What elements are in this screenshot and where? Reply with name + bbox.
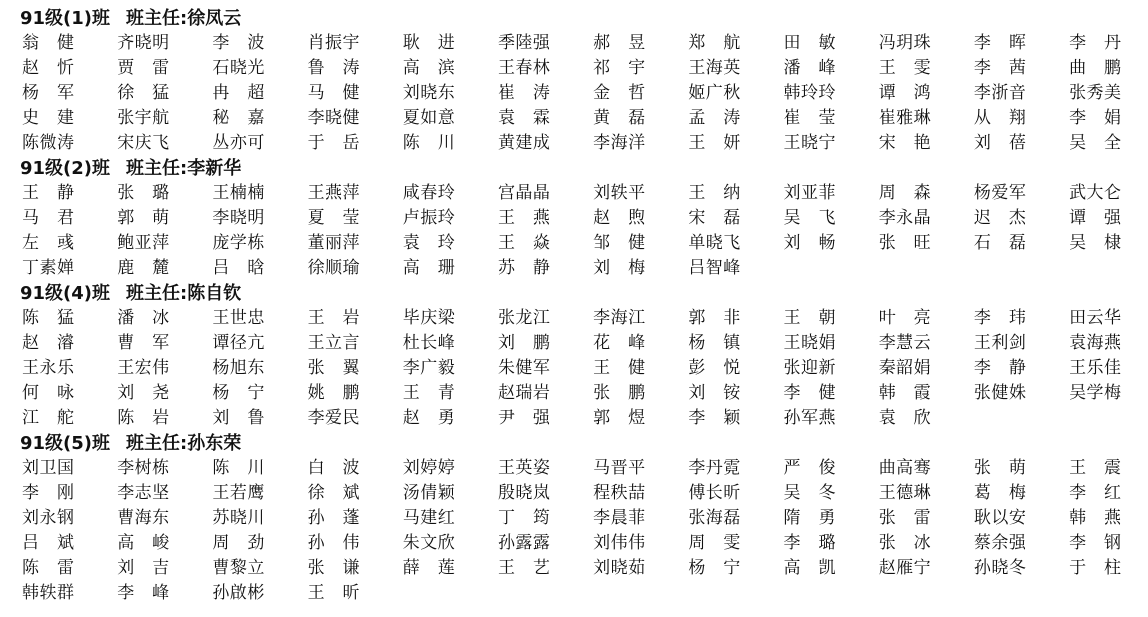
student-name: 王晓宁 [783,133,836,153]
student-name: 苏 静 [497,258,551,278]
student-name: 彭 悦 [688,358,741,378]
student-name: 石 磊 [973,233,1027,253]
student-name: 吕 斌 [22,533,75,553]
student-name: 王 纳 [688,183,741,203]
student-name: 刘 畅 [783,233,836,253]
student-name: 李晓健 [307,108,361,128]
student-name: 赵 濬 [22,333,75,353]
student-name: 王英姿 [497,458,551,478]
student-name: 吴学梅 [1069,383,1122,403]
student-name: 李永晶 [878,208,932,228]
student-name: 郝 昱 [593,33,646,53]
student-name: 金 哲 [593,83,646,103]
student-name: 徐 斌 [307,483,361,503]
student-name: 刘亚菲 [783,183,836,203]
student-name: 李丹霓 [688,458,741,478]
student-name: 苏晓川 [212,508,265,528]
student-name: 赵 勇 [402,408,456,428]
student-name: 李 丹 [1069,33,1122,53]
student-name: 袁 霖 [497,108,551,128]
class-roster [22,6,1138,606]
student-name: 王楠楠 [212,183,265,203]
student-name: 王 燕 [497,208,551,228]
student-name: 张 鹏 [593,383,646,403]
student-name: 刘伟伟 [593,533,646,553]
student-name: 丁素婵 [22,258,75,278]
student-name: 王 焱 [497,233,551,253]
student-name: 左 彧 [22,233,75,253]
student-name: 张 璐 [117,183,170,203]
class-header [20,157,1138,181]
student-name: 石晓光 [212,58,265,78]
student-name: 崔 涛 [497,83,551,103]
head-teacher: 班主任:孙东荣 [126,433,242,454]
student-name-grid [22,456,1138,606]
student-name: 李 静 [973,358,1027,378]
student-name: 王 震 [1069,458,1122,478]
student-name: 王乐佳 [1069,358,1122,378]
student-name: 从 翔 [973,108,1027,128]
student-name: 宋 磊 [688,208,741,228]
student-name: 刘 铵 [688,383,741,403]
class-title: 91级(5)班 [20,433,111,454]
student-name: 葛 梅 [973,483,1027,503]
student-name: 刘婷婷 [402,458,456,478]
student-name: 宫晶晶 [497,183,551,203]
student-name: 夏如意 [402,108,456,128]
student-name: 王 昕 [307,583,361,603]
student-name: 王宏伟 [117,358,170,378]
student-name: 曲 鹏 [1069,58,1122,78]
student-name: 殷晓岚 [497,483,551,503]
student-name: 孙露露 [497,533,551,553]
student-name: 孙晓冬 [973,558,1027,578]
student-name: 卢振玲 [402,208,456,228]
student-name: 张龙江 [497,308,551,328]
class-header [20,432,1138,456]
student-name: 陈 岩 [117,408,170,428]
student-name: 李 璐 [783,533,836,553]
student-name: 郭 非 [688,308,741,328]
student-name: 冉 超 [212,83,265,103]
student-name: 杨 宁 [688,558,741,578]
student-name: 贾 雷 [117,58,170,78]
student-name: 庞学栋 [212,233,265,253]
student-name: 耿以安 [973,508,1027,528]
student-name: 李 峰 [117,583,170,603]
student-name: 谭 鸿 [878,83,932,103]
student-name: 王立言 [307,333,361,353]
student-name: 吴 冬 [783,483,836,503]
student-name: 薛 莲 [402,558,456,578]
student-name: 宋 艳 [878,133,932,153]
student-name: 孟 涛 [688,108,741,128]
student-name: 刘轶平 [593,183,646,203]
student-name: 季陸强 [497,33,551,53]
student-name: 刘晓东 [402,83,456,103]
student-name: 王永乐 [22,358,75,378]
student-name: 耿 进 [402,33,456,53]
student-name: 陈 川 [402,133,456,153]
student-name: 肖振宇 [307,33,361,53]
student-name: 吴 棣 [1069,233,1122,253]
student-name: 李广毅 [402,358,456,378]
student-name: 王燕萍 [307,183,361,203]
student-name: 冯玥珠 [878,33,932,53]
student-name: 黄建成 [497,133,551,153]
student-name: 吴 飞 [783,208,836,228]
student-name: 张 萌 [973,458,1027,478]
student-name: 李海江 [593,308,646,328]
student-name: 李晓明 [212,208,265,228]
student-name: 王 岩 [307,308,361,328]
student-name: 吕智峰 [688,258,741,278]
class-title: 91级(2)班 [20,158,111,179]
student-name: 程秩喆 [593,483,646,503]
student-name: 陈 猛 [22,308,75,328]
student-name: 刘卫国 [22,458,75,478]
student-name: 王 静 [22,183,75,203]
student-name: 高 凯 [783,558,836,578]
student-name: 姬广秋 [688,83,741,103]
student-name: 李 茜 [973,58,1027,78]
student-name: 刘 吉 [117,558,170,578]
student-name: 高 滨 [402,58,456,78]
student-name: 袁海燕 [1069,333,1122,353]
student-name: 叶 亮 [878,308,932,328]
student-name: 杨 宁 [212,383,265,403]
student-name: 马建红 [402,508,456,528]
student-name: 单晓飞 [688,233,741,253]
student-name: 刘 蓓 [973,133,1027,153]
student-name: 王利剑 [973,333,1027,353]
student-name: 谭径亢 [212,333,265,353]
class-title: 91级(4)班 [20,283,111,304]
student-name: 王 朝 [783,308,836,328]
student-name: 王 雯 [878,58,932,78]
student-name: 张宇航 [117,108,170,128]
student-name-grid [22,306,1138,431]
student-name: 董丽萍 [307,233,361,253]
student-name: 傅长昕 [688,483,741,503]
student-name: 李爱民 [307,408,361,428]
student-name: 齐晓明 [117,33,170,53]
student-name: 张海磊 [688,508,741,528]
student-name: 张 翼 [307,358,361,378]
student-name: 李 红 [1069,483,1122,503]
student-name: 张迎新 [783,358,836,378]
student-name: 马晋平 [593,458,646,478]
student-name: 周 森 [878,183,932,203]
student-name: 杨 军 [22,83,75,103]
student-name: 王 妍 [688,133,741,153]
student-name: 朱文欣 [402,533,456,553]
student-name: 李 波 [212,33,265,53]
student-name: 赵瑞岩 [497,383,551,403]
student-name: 高 峻 [117,533,170,553]
student-name: 咸春玲 [402,183,456,203]
student-name: 王晓娟 [783,333,836,353]
student-name: 赵 忻 [22,58,75,78]
head-teacher: 班主任:徐凤云 [126,8,242,29]
student-name: 马 君 [22,208,75,228]
student-name: 李 玮 [973,308,1027,328]
student-name: 谭 强 [1069,208,1122,228]
student-name: 韩玲玲 [783,83,836,103]
student-name: 李 钢 [1069,533,1122,553]
student-name: 王海英 [688,58,741,78]
student-name: 隋 勇 [783,508,836,528]
class-header [20,7,1138,31]
student-name: 周 劲 [212,533,265,553]
student-name: 田云华 [1069,308,1122,328]
student-name: 秦韶娟 [878,358,932,378]
student-name: 赵雁宁 [878,558,932,578]
class-section [22,157,1138,281]
student-name: 严 俊 [783,458,836,478]
student-name: 丛亦可 [212,133,265,153]
student-name: 刘永钢 [22,508,75,528]
student-name: 孙军燕 [783,408,836,428]
student-name: 毕庆梁 [402,308,456,328]
student-name-grid [22,181,1138,281]
student-name: 王 青 [402,383,456,403]
student-name: 朱健军 [497,358,551,378]
class-section [22,432,1138,606]
student-name: 郭 煜 [593,408,646,428]
student-name: 郑 航 [688,33,741,53]
student-name: 蔡余强 [973,533,1027,553]
student-name: 陈 川 [212,458,265,478]
student-name: 张健姝 [973,383,1027,403]
head-teacher: 班主任:李新华 [126,158,242,179]
student-name: 姚 鹏 [307,383,361,403]
student-name: 曹 军 [117,333,170,353]
student-name: 杨爱军 [973,183,1027,203]
student-name: 夏 莹 [307,208,361,228]
student-name: 杨 镇 [688,333,741,353]
student-name: 鲁 涛 [307,58,361,78]
student-name: 周 雯 [688,533,741,553]
student-name: 李树栋 [117,458,170,478]
student-name: 李浙音 [973,83,1027,103]
class-header [20,282,1138,306]
student-name: 刘 鹏 [497,333,551,353]
student-name: 袁 玲 [402,233,456,253]
student-name: 李 娟 [1069,108,1122,128]
student-name: 鹿 麓 [117,258,170,278]
student-name: 张 谦 [307,558,361,578]
student-name: 刘 鲁 [212,408,265,428]
student-name: 潘 冰 [117,308,170,328]
student-name: 李 晖 [973,33,1027,53]
student-name: 吴 全 [1069,133,1122,153]
student-name: 曹黎立 [212,558,265,578]
student-name: 崔雅琳 [878,108,932,128]
student-name: 赵 煦 [593,208,646,228]
student-name: 张秀美 [1069,83,1122,103]
student-name: 王 健 [593,358,646,378]
student-name: 迟 杰 [973,208,1027,228]
student-name: 武大仑 [1069,183,1122,203]
student-name: 吕 晗 [212,258,265,278]
student-name: 陈微涛 [22,133,75,153]
student-name: 徐顺瑜 [307,258,361,278]
student-name: 袁 欣 [878,408,932,428]
student-name: 曹海东 [117,508,170,528]
student-name: 田 敏 [783,33,836,53]
student-name: 杜长峰 [402,333,456,353]
student-name: 杨旭东 [212,358,265,378]
student-name: 孙 伟 [307,533,361,553]
student-name: 张 雷 [878,508,932,528]
student-name: 李 颖 [688,408,741,428]
student-name: 花 峰 [593,333,646,353]
student-name: 潘 峰 [783,58,836,78]
student-name: 高 珊 [402,258,456,278]
student-name: 马 健 [307,83,361,103]
student-name: 曲高骞 [878,458,932,478]
student-name: 于 岳 [307,133,361,153]
student-name: 何 咏 [22,383,75,403]
student-name: 孙啟彬 [212,583,265,603]
student-name: 李海洋 [593,133,646,153]
student-name: 韩 霞 [878,383,932,403]
student-name: 李志坚 [117,483,170,503]
student-name: 徐 猛 [117,83,170,103]
student-name: 黄 磊 [593,108,646,128]
class-section [22,7,1138,156]
student-name: 王 艺 [497,558,551,578]
student-name: 祁 宇 [593,58,646,78]
class-title: 91级(1)班 [20,8,111,29]
student-name: 李晨菲 [593,508,646,528]
student-name: 孙 蓬 [307,508,361,528]
student-name: 韩 燕 [1069,508,1122,528]
student-name: 邹 健 [593,233,646,253]
student-name: 王若鹰 [212,483,265,503]
student-name: 韩轶群 [22,583,75,603]
student-name: 白 波 [307,458,361,478]
student-name: 李慧云 [878,333,932,353]
student-name-grid [22,31,1138,156]
student-name: 汤倩颖 [402,483,456,503]
student-name: 秘 嘉 [212,108,265,128]
student-name: 史 建 [22,108,75,128]
class-section [22,282,1138,431]
student-name: 刘 梅 [593,258,646,278]
head-teacher: 班主任:陈自钦 [126,283,242,304]
student-name: 尹 强 [497,408,551,428]
student-name: 李 健 [783,383,836,403]
student-name: 陈 雷 [22,558,75,578]
student-name: 王德琳 [878,483,932,503]
student-name: 于 柱 [1069,558,1122,578]
student-name: 刘 尧 [117,383,170,403]
student-name: 张 冰 [878,533,932,553]
student-name: 翁 健 [22,33,75,53]
student-name: 王春林 [497,58,551,78]
student-name: 张 旺 [878,233,932,253]
student-name: 丁 筠 [497,508,551,528]
student-name: 刘晓茹 [593,558,646,578]
student-name: 鲍亚萍 [117,233,170,253]
student-name: 郭 萌 [117,208,170,228]
student-name: 王世忠 [212,308,265,328]
student-name: 崔 莹 [783,108,836,128]
student-name: 宋庆飞 [117,133,170,153]
student-name: 江 舵 [22,408,75,428]
student-name: 李 刚 [22,483,75,503]
